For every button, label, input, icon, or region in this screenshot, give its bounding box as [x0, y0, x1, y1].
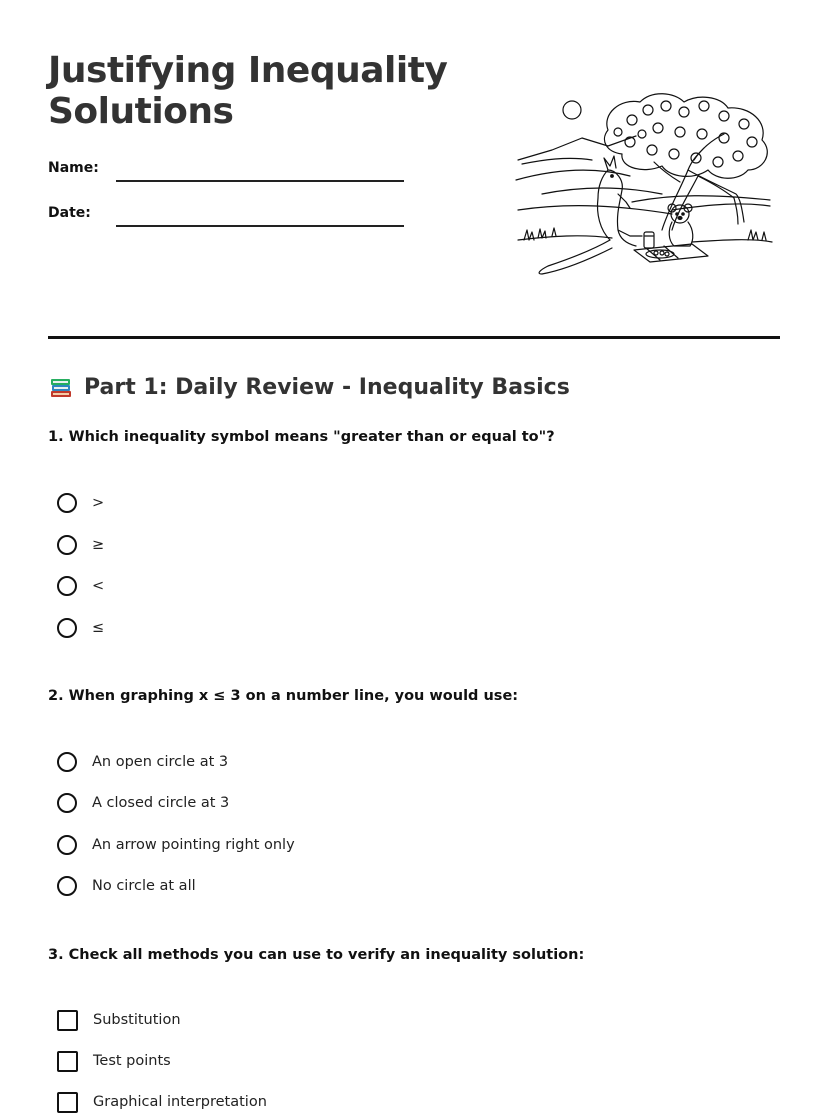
option-label: An open circle at 3 — [92, 754, 229, 770]
radio-button[interactable] — [57, 493, 77, 513]
date-field[interactable] — [116, 225, 404, 227]
radio-button[interactable] — [57, 876, 77, 896]
option-label: ≥ — [92, 537, 105, 553]
name-field[interactable] — [116, 180, 404, 182]
option-label: < — [92, 578, 105, 594]
section-divider — [48, 336, 780, 339]
q1-option-c[interactable] — [57, 573, 104, 599]
radio-button[interactable] — [57, 535, 77, 555]
radio-button[interactable] — [57, 618, 77, 638]
option-label: Graphical interpretation — [93, 1094, 267, 1110]
q1-option-b[interactable] — [57, 532, 104, 558]
q2-option-d[interactable] — [57, 873, 196, 899]
question-3-text: 3. Check all methods you can use to verify an inequality solution: — [48, 947, 585, 963]
q1-option-a[interactable] — [57, 490, 104, 516]
question-2-text: 2. When graphing x ≤ 3 on a number line, you would use: — [48, 688, 519, 704]
q3-option-substitution[interactable] — [57, 1007, 181, 1033]
q2-option-c[interactable] — [57, 832, 295, 858]
option-label: Substitution — [93, 1012, 181, 1028]
name-label: Name: — [48, 160, 99, 176]
q1-option-d[interactable] — [57, 615, 104, 641]
radio-button[interactable] — [57, 835, 77, 855]
option-label: A closed circle at 3 — [92, 795, 230, 811]
option-label: ≤ — [92, 620, 105, 636]
option-label: Test points — [93, 1053, 171, 1069]
q2-option-a[interactable] — [57, 749, 228, 775]
books-icon — [48, 374, 74, 400]
option-label: An arrow pointing right only — [92, 837, 295, 853]
page-title: Justifying Inequality Solutions — [48, 50, 448, 132]
date-label: Date: — [48, 205, 91, 221]
part1-heading-text: Part 1: Daily Review - Inequality Basics — [84, 374, 570, 400]
radio-button[interactable] — [57, 793, 77, 813]
kangaroo-koala-picnic-illustration — [512, 90, 778, 282]
option-label: > — [92, 495, 105, 511]
radio-button[interactable] — [57, 752, 77, 772]
checkbox[interactable] — [57, 1051, 78, 1072]
q2-option-b[interactable] — [57, 790, 229, 816]
option-label: No circle at all — [92, 878, 196, 894]
checkbox[interactable] — [57, 1092, 78, 1113]
q3-option-test-points[interactable] — [57, 1048, 171, 1074]
radio-button[interactable] — [57, 576, 77, 596]
part1-heading — [48, 374, 570, 400]
checkbox[interactable] — [57, 1010, 78, 1031]
q3-option-graphical[interactable] — [57, 1089, 267, 1115]
question-1-text: 1. Which inequality symbol means "greater than or equal to"? — [48, 429, 555, 445]
